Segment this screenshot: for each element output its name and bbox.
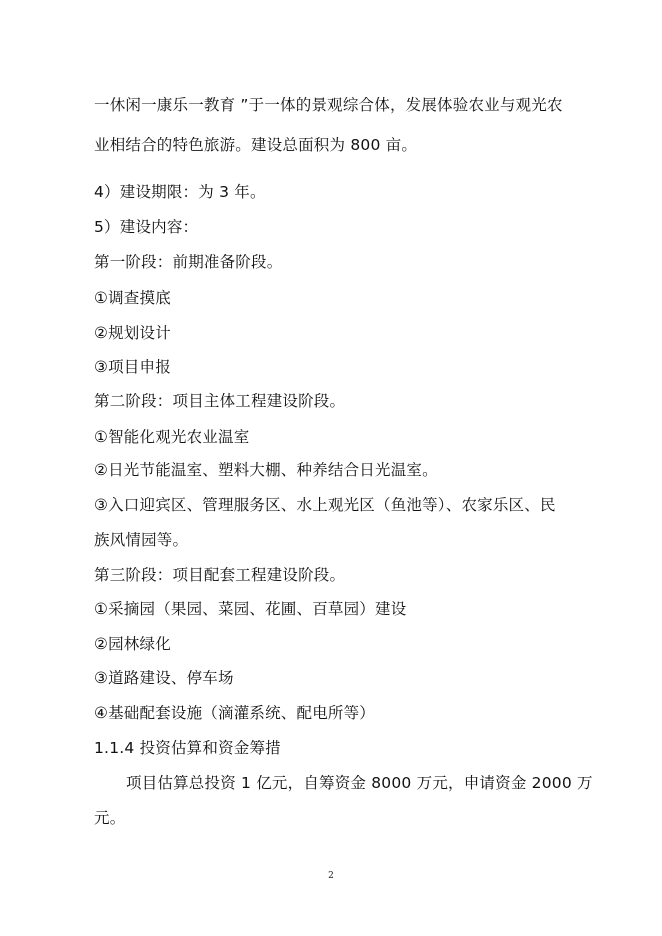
paragraph-line: 业相结合的特色旅游。建设总面积为 800 亩。 [94, 136, 418, 154]
phase-heading-1: 第一阶段：前期准备阶段。 [94, 253, 283, 271]
investment-paragraph-line: 项目估算总投资 1 亿元，自筹资金 8000 万元，申请资金 2000 万 [126, 774, 593, 792]
phase-3-item-4: ④基础配套设施（滴灌系统、配电所等） [94, 704, 375, 722]
phase-2-item-2: ②日光节能温室、塑料大棚、种养结合日光温室。 [94, 461, 438, 479]
phase-3-item-1: ①采摘园（果园、菜园、花圃、百草园）建设 [94, 600, 407, 618]
phase-2-item-3: ③入口迎宾区、管理服务区、水上观光区（鱼池等）、农家乐区、民 [94, 496, 556, 514]
investment-paragraph-line: 元。 [94, 809, 126, 827]
list-item-construction-content: 5）建设内容： [94, 218, 199, 236]
phase-1-item-3: ③项目申报 [94, 358, 171, 376]
section-heading-investment: 1.1.4 投资估算和资金筹措 [94, 739, 281, 757]
phase-heading-3: 第三阶段：项目配套工程建设阶段。 [94, 566, 346, 584]
phase-3-item-3: ③道路建设、停车场 [94, 669, 234, 687]
phase-1-item-1: ①调查摸底 [94, 289, 171, 307]
phase-3-item-2: ②园林绿化 [94, 635, 171, 653]
paragraph-line: 一休闲一康乐一教育 ”于一体的景观综合体，发展体验农业与观光农 [94, 96, 563, 114]
phase-heading-2: 第二阶段：项目主体工程建设阶段。 [94, 392, 346, 410]
phase-2-item-3-continued: 族风情园等。 [94, 531, 189, 549]
page-number: 2 [328, 871, 334, 881]
phase-2-item-1: ①智能化观光农业温室 [94, 428, 250, 446]
phase-1-item-2: ②规划设计 [94, 324, 171, 342]
list-item-construction-period: 4）建设期限：为 3 年。 [94, 183, 266, 201]
